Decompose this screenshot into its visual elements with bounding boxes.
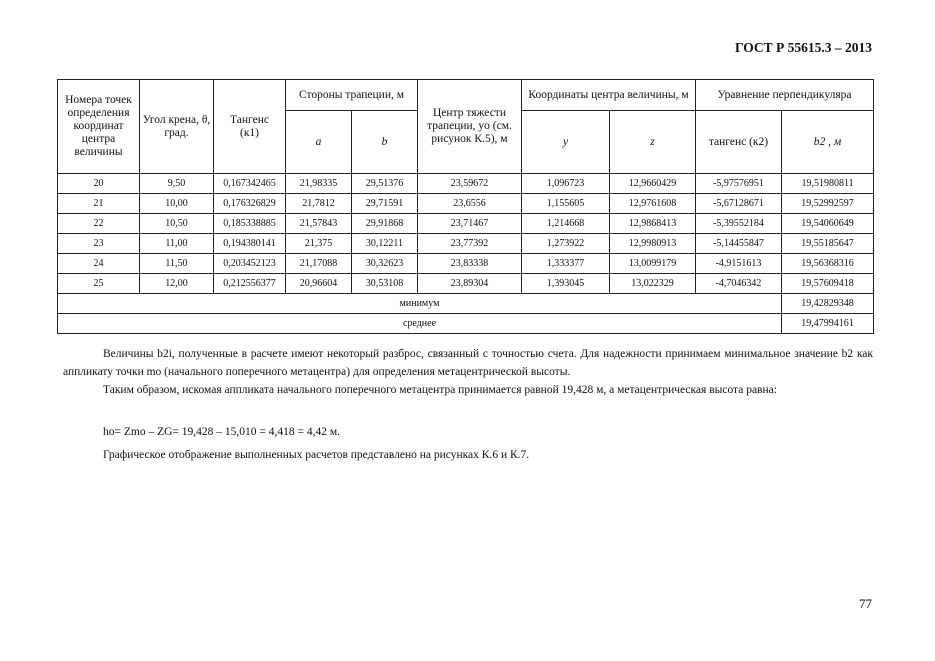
table-cell: 23 <box>58 234 140 254</box>
table-cell: 20,96604 <box>286 274 352 294</box>
min-value: 19,42829348 <box>782 294 874 314</box>
avg-value: 19,47994161 <box>782 314 874 334</box>
table-cell: -4,9151613 <box>696 254 782 274</box>
table-cell: 1,273922 <box>522 234 610 254</box>
table-row <box>58 174 874 194</box>
formula-metacentric-height: ho= Zmo – ZG= 19,428 – 15,010 = 4,418 = 4,42 м. <box>103 426 341 438</box>
header-sides: Стороны трапеции, м <box>286 80 418 111</box>
table-cell: 1,155605 <box>522 194 610 214</box>
table-cell: -5,97576951 <box>696 174 782 194</box>
table-cell: 12,9980913 <box>610 234 696 254</box>
table-cell: -4,7046342 <box>696 274 782 294</box>
paragraph-conclusion: Таким образом, искомая аппликата начального поперечного метацентра принимается равной 19,428 м, а метацентрическая высота равна: <box>103 384 777 396</box>
table-cell: 23,6556 <box>418 194 522 214</box>
table-cell: 19,51980811 <box>782 174 874 194</box>
table-cell: -5,14455847 <box>696 234 782 254</box>
table-cell: 21,17088 <box>286 254 352 274</box>
paragraph-figures: Графическое отображение выполненных расчетов представлено на рисунках К.6 и К.7. <box>103 449 530 461</box>
header-coord-z: z <box>610 111 696 174</box>
table-cell: 24 <box>58 254 140 274</box>
header-tangent-symbol: (к1) <box>240 126 259 139</box>
min-label: минимум <box>58 294 782 314</box>
table-cell: 13,0099179 <box>610 254 696 274</box>
table-cell: 0,185338885 <box>214 214 286 234</box>
document-code: ГОСТ Р 55615.3 – 2013 <box>734 40 872 55</box>
header-perp: Уравнение перпендикуляра <box>696 80 874 111</box>
table-cell: 23,83338 <box>418 254 522 274</box>
table-cell: 0,212556377 <box>214 274 286 294</box>
table-cell: 23,77392 <box>418 234 522 254</box>
table-cell: 12,9761608 <box>610 194 696 214</box>
table-cell: 12,9868413 <box>610 214 696 234</box>
table-cell: 19,52992597 <box>782 194 874 214</box>
calculation-table <box>57 79 874 334</box>
table-cell: 30,32623 <box>352 254 418 274</box>
table-cell: -5,67128671 <box>696 194 782 214</box>
header-coords: Координаты центра величины, м <box>522 80 696 111</box>
table-cell: 0,167342465 <box>214 174 286 194</box>
table-cell: 21,7812 <box>286 194 352 214</box>
table-cell: 10,50 <box>140 214 214 234</box>
table-cell: 0,194380141 <box>214 234 286 254</box>
header-perp-b2: b2 , м <box>782 111 874 174</box>
table-cell: 11,50 <box>140 254 214 274</box>
header-tangent <box>214 80 286 174</box>
table-cell: 21,375 <box>286 234 352 254</box>
table-cell: 10,00 <box>140 194 214 214</box>
table-row <box>58 194 874 214</box>
header-angle: Угол крена, θ, град. <box>140 80 214 174</box>
table-row <box>58 234 874 254</box>
table-cell: -5,39552184 <box>696 214 782 234</box>
header-point: Номера точек определения координат центра величины <box>58 80 140 174</box>
summary-row-min <box>58 294 874 314</box>
table-cell: 21,98335 <box>286 174 352 194</box>
table-cell: 21,57843 <box>286 214 352 234</box>
table-cell: 23,89304 <box>418 274 522 294</box>
table-cell: 19,57609418 <box>782 274 874 294</box>
table-cell: 25 <box>58 274 140 294</box>
table-cell: 23,71467 <box>418 214 522 234</box>
header-centroid: Центр тяжести трапеции, yo (см. рисунок К.5), м <box>418 80 522 174</box>
table-cell: 21 <box>58 194 140 214</box>
table-row <box>58 274 874 294</box>
table-cell: 30,53108 <box>352 274 418 294</box>
header-perp-tangent: тангенс (к2) <box>696 111 782 174</box>
table-row <box>58 214 874 234</box>
table-cell: 1,096723 <box>522 174 610 194</box>
table-cell: 1,214668 <box>522 214 610 234</box>
table-row <box>58 254 874 274</box>
table-cell: 12,00 <box>140 274 214 294</box>
paragraph-variance: Величины b2i, полученные в расчете имеют некоторый разброс, связанный с точностью счета. Для надежности принимаем минимальное значение b2 как аппликату точки mо (начального поперечного метацентра) для определения метацентрической высоты. <box>63 348 873 378</box>
table-cell: 19,56368316 <box>782 254 874 274</box>
page-number: 77 <box>859 596 872 611</box>
table-cell: 29,51376 <box>352 174 418 194</box>
table-cell: 12,9660429 <box>610 174 696 194</box>
table-cell: 19,54060649 <box>782 214 874 234</box>
header-side-a: a <box>286 111 352 174</box>
table-cell: 23,59672 <box>418 174 522 194</box>
table-cell: 29,71591 <box>352 194 418 214</box>
table-cell: 20 <box>58 174 140 194</box>
table-cell: 13,022329 <box>610 274 696 294</box>
header-tangent-label: Тангенс <box>230 113 269 126</box>
table-cell: 11,00 <box>140 234 214 254</box>
table-cell: 19,55185647 <box>782 234 874 254</box>
table-cell: 0,203452123 <box>214 254 286 274</box>
avg-label: среднее <box>58 314 782 334</box>
table-cell: 29,91868 <box>352 214 418 234</box>
table-cell: 1,393045 <box>522 274 610 294</box>
table-cell: 22 <box>58 214 140 234</box>
table-cell: 9,50 <box>140 174 214 194</box>
header-coord-y: y <box>522 111 610 174</box>
summary-row-avg <box>58 314 874 334</box>
table-cell: 30,12211 <box>352 234 418 254</box>
table-cell: 1,333377 <box>522 254 610 274</box>
header-side-b: b <box>352 111 418 174</box>
table-cell: 0,176326829 <box>214 194 286 214</box>
